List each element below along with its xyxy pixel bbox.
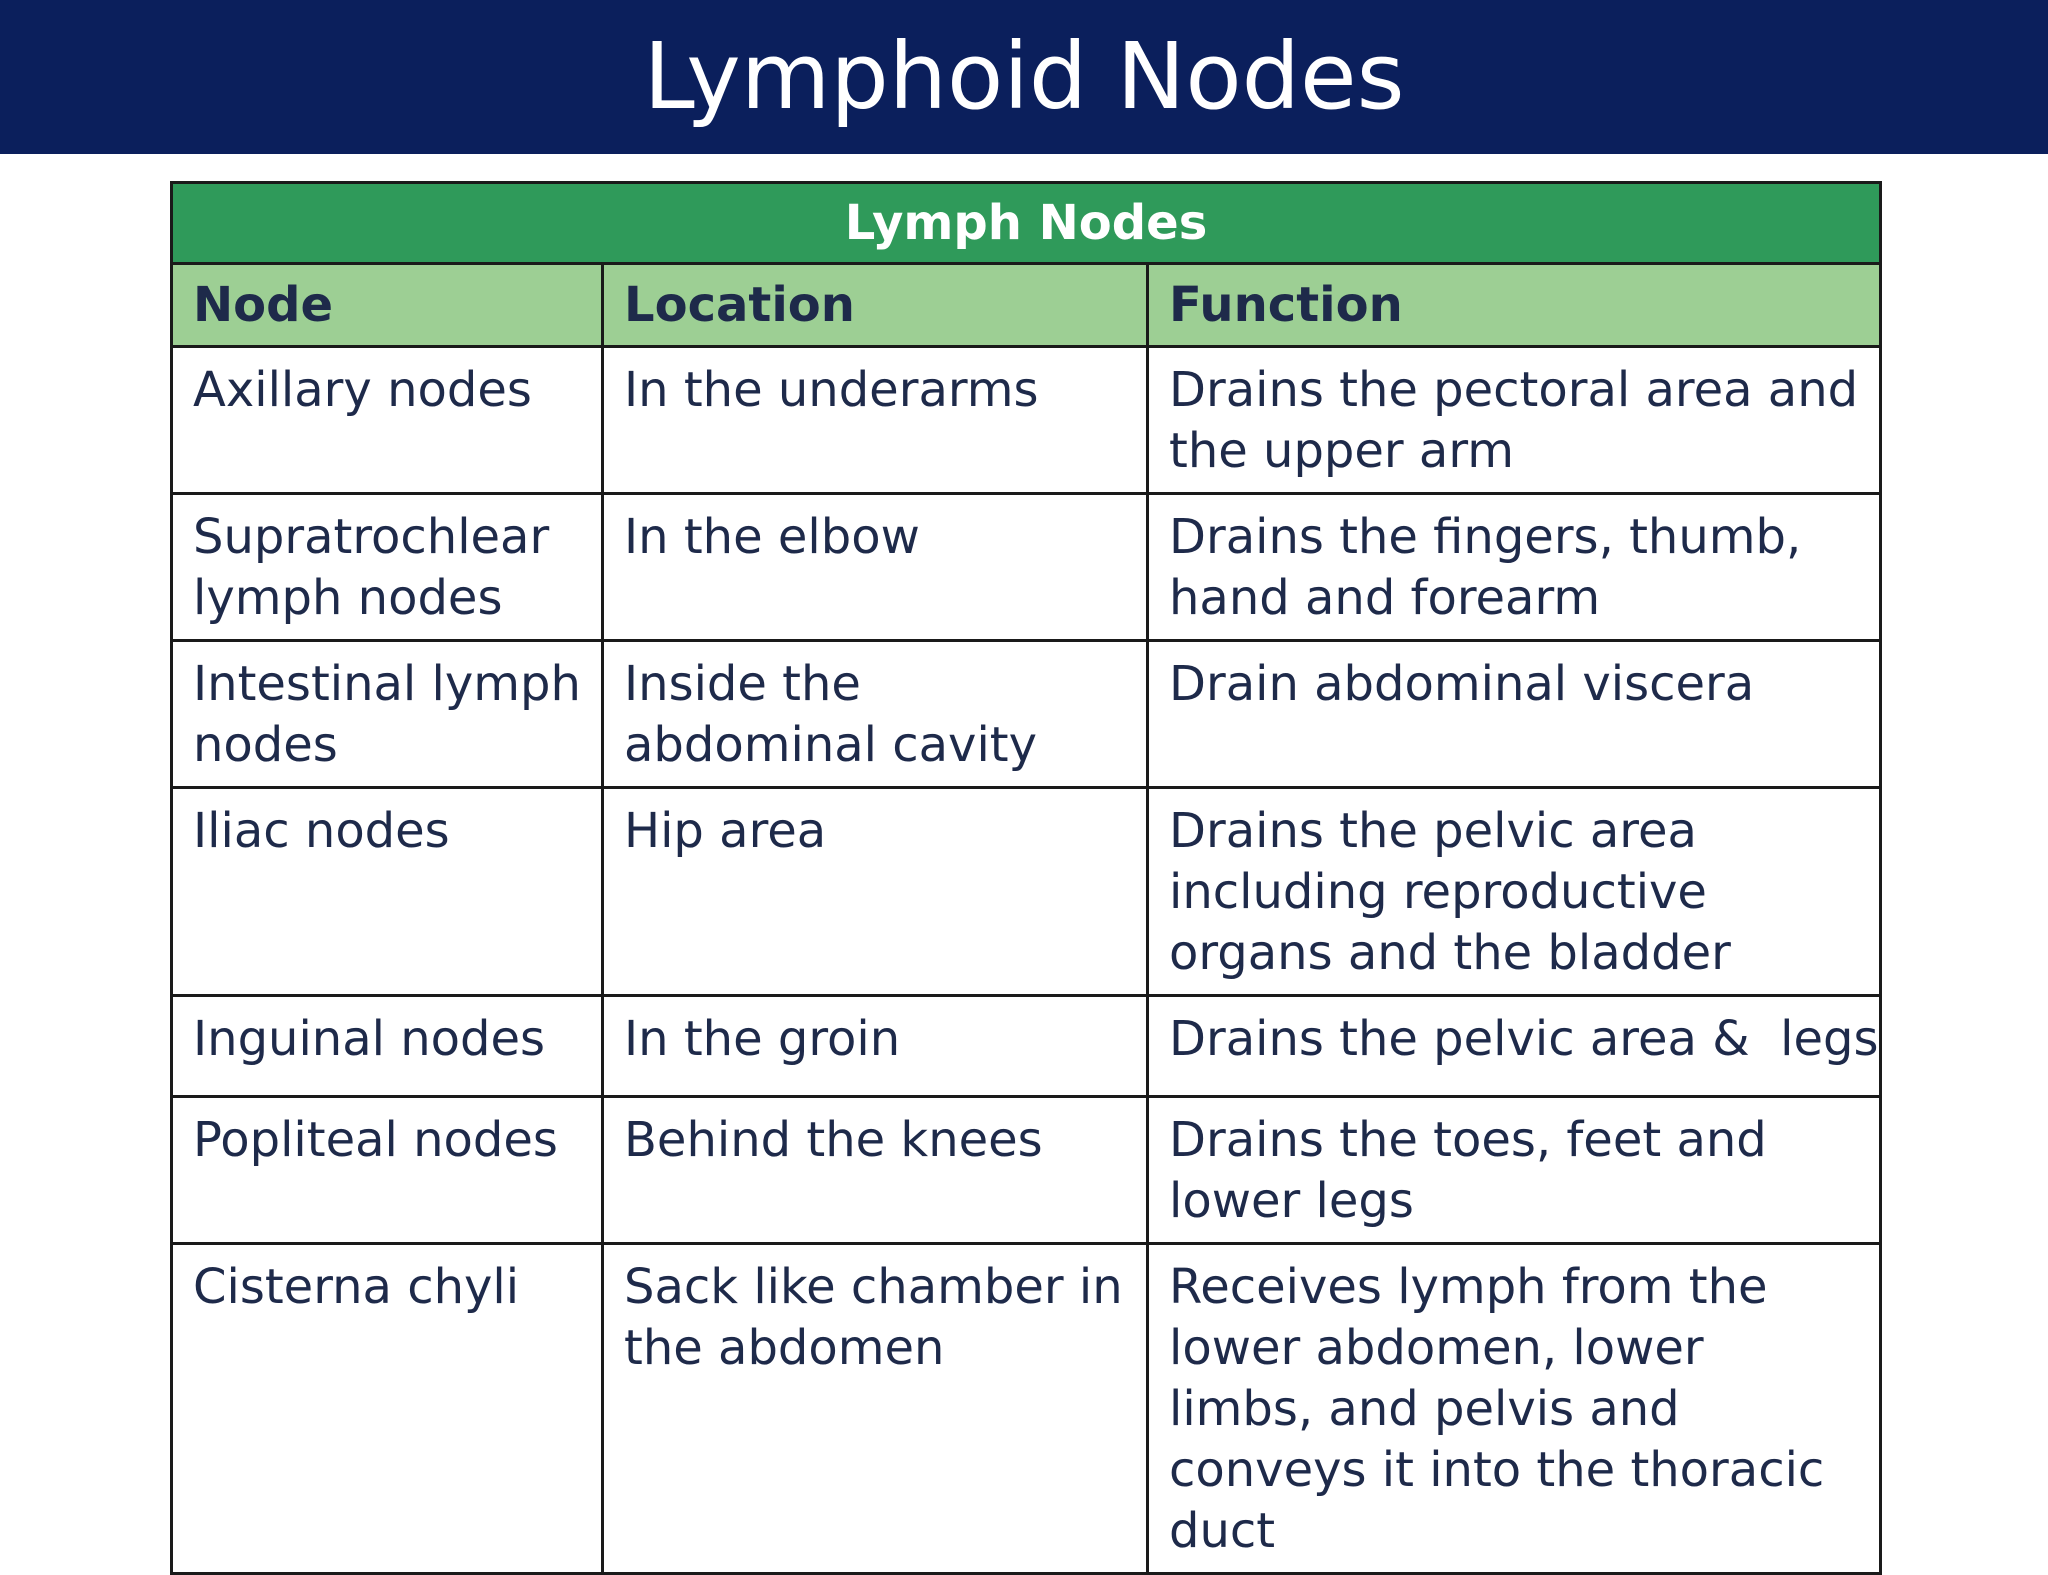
location-cell: Inside the abdominal cavity	[603, 641, 1148, 788]
column-header-function: Function	[1148, 264, 1881, 347]
location-cell: Sack like chamber in the abdomen	[603, 1244, 1148, 1574]
table-caption-row	[172, 183, 1881, 264]
table-row	[172, 996, 1881, 1097]
table-row	[172, 1097, 1881, 1244]
table-caption: Lymph Nodes	[172, 183, 1881, 264]
table-header-row	[172, 264, 1881, 347]
node-cell: Intestinal lymph nodes	[172, 641, 603, 788]
node-cell: Supratrochlear lymph nodes	[172, 494, 603, 641]
function-cell: Receives lymph from the lower abdomen, lower limbs, and pelvis and conveys it into the thoracic duct	[1148, 1244, 1881, 1574]
location-cell: In the underarms	[603, 347, 1148, 494]
node-cell: Popliteal nodes	[172, 1097, 603, 1244]
node-cell: Inguinal nodes	[172, 996, 603, 1097]
function-cell: Drains the pectoral area and the upper arm	[1148, 347, 1881, 494]
table-row	[172, 641, 1881, 788]
function-cell: Drains the pelvic area including reproductive organs and the bladder	[1148, 788, 1881, 996]
location-cell: Behind the knees	[603, 1097, 1148, 1244]
location-cell: Hip area	[603, 788, 1148, 996]
column-header-location: Location	[603, 264, 1148, 347]
table-row	[172, 788, 1881, 996]
table-row	[172, 347, 1881, 494]
function-cell: Drains the toes, feet and lower legs	[1148, 1097, 1881, 1244]
slide-title: Lymphoid Nodes	[643, 23, 1405, 130]
node-cell: Cisterna chyli	[172, 1244, 603, 1574]
node-cell: Iliac nodes	[172, 788, 603, 996]
location-cell: In the groin	[603, 996, 1148, 1097]
table-row	[172, 1244, 1881, 1574]
lymph-nodes-table-container	[170, 181, 1879, 1575]
table-row	[172, 494, 1881, 641]
node-cell: Axillary nodes	[172, 347, 603, 494]
function-cell: Drain abdominal viscera	[1148, 641, 1881, 788]
function-cell: Drains the fingers, thumb, hand and forearm	[1148, 494, 1881, 641]
function-cell: Drains the pelvic area & legs	[1148, 996, 1881, 1097]
title-bar	[0, 0, 2048, 154]
location-cell: In the elbow	[603, 494, 1148, 641]
column-header-node: Node	[172, 264, 603, 347]
lymph-nodes-table	[170, 181, 1882, 1575]
